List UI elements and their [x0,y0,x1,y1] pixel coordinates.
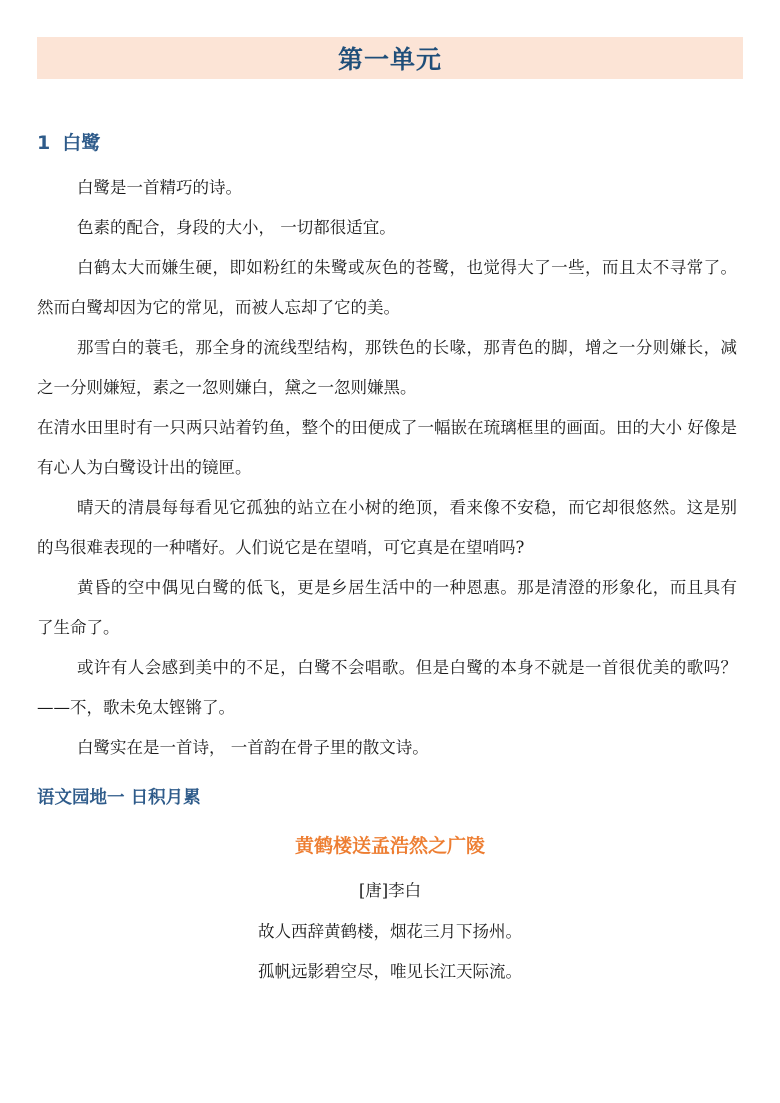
lesson-title [37,128,100,155]
poem-title: 黄鹤楼送孟浩然之广陵 [294,835,485,857]
paragraph: 色素的配合，身段的大小， 一切都很适宜。 [77,218,396,237]
unit-title-banner [37,37,743,79]
poem-line: 故人西辞黄鹤楼，烟花三月下扬州。 [258,922,522,941]
paragraph: 在清水田里时有一只两只站着钓鱼，整个的田便成了一幅嵌在琉璃框里的画面。田的大小 好像是有心人为白鹭设计出的镜匣。 [37,418,737,477]
paragraph: 那雪白的蓑毛，那全身的流线型结构，那铁色的长喙，那青色的脚，增之一分则嫌长，减 之一分则嫌短，素之一忽则嫌白，黛之一忽则嫌黑。 [37,338,737,397]
lesson-name: 白鹭 [62,132,101,154]
poem-author: [唐]李白 [358,881,422,900]
poem-line: 孤帆远影碧空尽，唯见长江天际流。 [258,962,522,981]
lesson-body [37,168,737,768]
paragraph: 或许有人会感到美中的不足，白鹭不会唱歌。但是白鹭的本身不就是一首很优美的歌吗？ ——不，歌未免太铿锵了。 [37,658,737,717]
section-title: 语文园地一 日积月累 [37,788,201,808]
paragraph: 白鹤太大而嫌生硬，即如粉红的朱鹭或灰色的苍鹭，也觉得大了一些，而且太不寻常了。 然而白鹭却因为它的常见，而被人忘却了它的美。 [37,258,737,317]
paragraph: 黄昏的空中偶见白鹭的低飞，更是乡居生活中的一种恩惠。那是清澄的形象化，而且具有 了生命了。 [37,578,737,637]
paragraph: 晴天的清晨每每看见它孤独的站立在小树的绝顶，看来像不安稳，而它却很悠然。这是别 的鸟很难表现的一种嗜好。人们说它是在望哨，可它真是在望哨吗? [37,498,737,557]
paragraph: 白鹭实在是一首诗， 一首韵在骨子里的散文诗。 [77,738,429,757]
lesson-number: 1 [37,132,51,154]
paragraph: 白鹭是一首精巧的诗。 [77,178,242,197]
unit-title: 第一单元 [337,45,442,74]
poem [37,826,743,992]
